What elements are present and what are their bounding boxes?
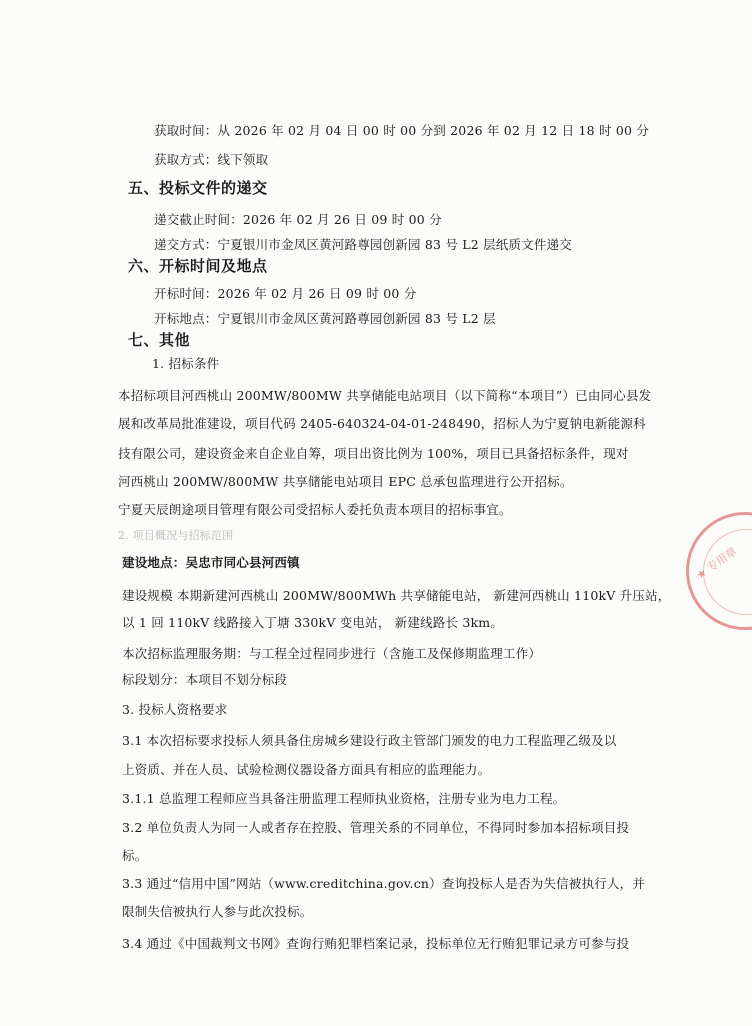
opening-time: 开标时间：2026 年 02 月 26 日 09 时 00 分 [154,286,417,301]
lot-division: 标段划分：本项目不划分标段 [122,672,288,687]
req-3-2-line-1: 3.2 单位负责人为同一人或者存在控股、管理关系的不同单位，不得同时参加本招标项目投 [122,820,630,835]
paragraph-1-line-4: 河西桃山 200MW/800MW 共享储能电站项目 EPC 总承包监理进行公开招标。 [118,474,573,489]
subsection-3: 3. 投标人资格要求 [122,702,228,717]
build-scale-line-2: 以 1 回 110kV 线路接入丁塘 330kV 变电站， 新建线路长 3km。 [122,615,504,630]
subsection-1: 1. 招标条件 [152,356,220,371]
acquire-method: 获取方式：线下领取 [154,152,269,167]
opening-place: 开标地点：宁夏银川市金凤区黄河路尊园创新园 83 号 L2 层 [154,311,496,326]
build-location: 建设地点：吴忠市同心县河西镇 [122,555,300,570]
paragraph-1-line-2: 展和改革局批准建设，项目代码 2405-640324-04-01-248490，招标人为宁夏钠电新能源科 [118,416,646,431]
service-period: 本次招标监理服务期：与工程全过程同步进行（含施工及保修期监理工作） [122,646,542,661]
section-5-heading: 五、投标文件的递交 [128,179,268,197]
seal-lettering: ★ 专用章 [693,544,740,583]
req-3-1-line-1: 3.1 本次招标要求投标人须具备住房城乡建设行政主管部门颁发的电力工程监理乙级及以 [122,733,617,748]
req-3-4-line-1: 3.4 通过《中国裁判文书网》查询行贿犯罪档案记录，投标单位无行贿犯罪记录方可参与投 [122,936,630,951]
paragraph-1-line-1: 本招标项目河西桃山 200MW/800MW 共享储能电站项目（以下简称“本项目”）已由同心县发 [118,388,652,403]
section-6-heading: 六、开标时间及地点 [128,257,268,275]
build-scale-line-1: 建设规模 本期新建河西桃山 200MW/800MWh 共享储能电站， 新建河西桃山 110kV 升压站， [122,588,671,603]
req-3-3-line-2: 限制失信被执行人参与此次投标。 [122,904,313,919]
section-7-heading: 七、其他 [128,331,191,349]
req-3-2-line-2: 标。 [122,848,148,863]
req-3-1-1: 3.1.1 总监理工程师应当具备注册监理工程师执业资格，注册专业为电力工程。 [122,791,566,806]
paragraph-1-line-3: 技有限公司，建设资金来自企业自筹，项目出资比例为 100%，项目已具备招标条件，现对 [118,446,629,461]
submit-method: 递交方式：宁夏银川市金凤区黄河路尊园创新园 83 号 L2 层纸质文件递交 [154,237,572,252]
subsection-2: 2. 项目概况与招标范围 [118,529,234,542]
submit-deadline: 递交截止时间：2026 年 02 月 26 日 09 时 00 分 [154,212,442,227]
req-3-3-line-1: 3.3 通过“信用中国”网站（www.creditchina.gov.cn）查询投标人是否为失信被执行人，并 [122,876,646,891]
company-seal-stamp [686,512,752,630]
agency-line: 宁夏天辰朗途项目管理有限公司受招标人委托负责本项目的招标事宜。 [118,502,512,517]
req-3-1-line-2: 上资质、并在人员、试验检测仪器设备方面具有相应的监理能力。 [122,762,491,777]
acquire-time: 获取时间：从 2026 年 02 月 04 日 00 时 00 分到 2026 年 02 月 12 日 18 时 00 分 [154,123,650,138]
